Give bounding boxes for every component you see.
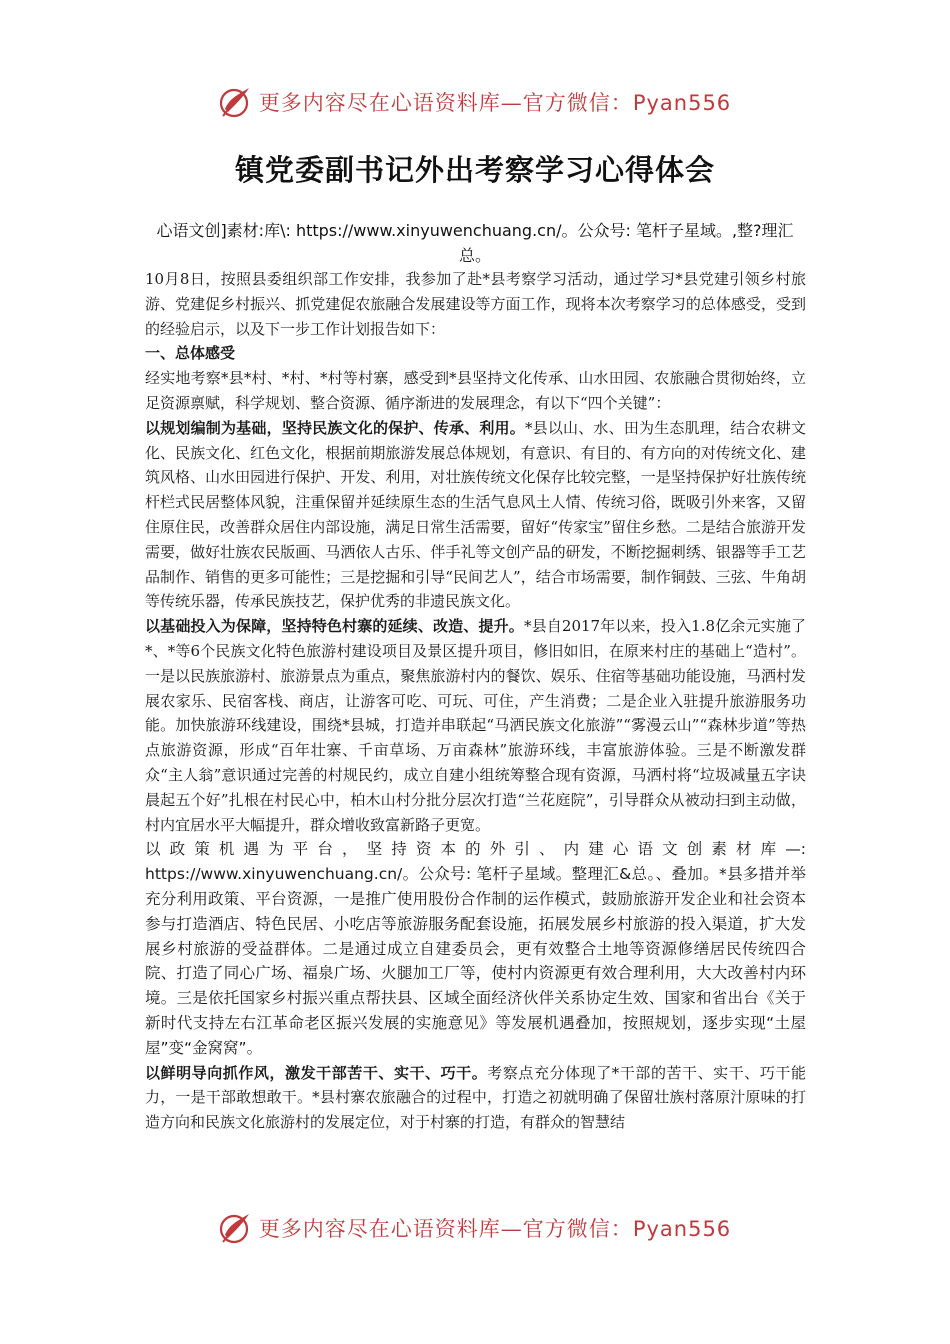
- point-paragraph-3: [145, 837, 806, 1060]
- point-text: *县自2017年以来，投入1.8亿余元实施了*、*等6个民族文化特色旅游村建设项目及景区提升项目，修旧如旧，在原来村庄的基础上“造村”。一是以民族旅游村、旅游景点为重点，聚焦旅游村内的餐饮、娱乐、住宿等基础功能设施，马洒村发展农家乐、民宿客栈、商店，让游客可吃、可玩、可住，产生消费；二是企业入驻提升旅游服务功能。加快旅游环线建设，围绕*县城，打造并串联起“马洒民族文化旅游”“雾漫云山”“森林步道”等热点旅游资源，形成“百年壮寨、千亩草场、万亩森林”旅游环线，丰富旅游体验。三是不断激发群众“主人翁”意识通过完善的村规民约，成立自建小组统筹整合现有资源，马洒村将“垃圾减量五字诀晨起五个好”扎根在村民心中，柏木山村分批分层次打造“兰花庭院”，引导群众从被动扫到主动做，村内宜居水平大幅提升，群众增收致富新路子更宽。: [145, 617, 806, 834]
- source-note: 心语文创]素材:库\: https://www.xinyuwenchuang.cn/。公众号: 笔杆子星域。,整?理汇总。: [156, 221, 794, 265]
- document-title: 镇党委副书记外出考察学习心得体会: [234, 153, 715, 187]
- intro-paragraph: 10月8日，按照县委组织部工作安排，我参加了赴*县考察学习活动，通过学习*县党建引领乡村旅游、党建促乡村振兴、抓党建促农旅融合发展建设等方面工作，现将本次考察学习的总体感受，受到的经验启示，以及下一步工作计划报告如下：: [145, 270, 806, 338]
- watermark-text: 更多内容尽在心语资料库—官方微信：Pyan556: [258, 91, 732, 115]
- point-title: 以鲜明导向抓作风，激发干部苦干、实干、巧干。: [145, 1063, 488, 1082]
- watermark-banner-top: [0, 82, 950, 122]
- section-lead-paragraph: 经实地考察*县*村、*村、*村等村寨，感受到*县坚持文化传承、山水田园、农旅融合贯彻始终，立足资源禀赋，科学规划、整合资源、循序渐进的发展理念，有以下“四个关键”：: [145, 369, 806, 412]
- document-body: [145, 267, 806, 1135]
- point-title: 以规划编制为基础，坚持民族文化的保护、传承、利用。: [145, 418, 525, 437]
- watermark-banner-bottom: [0, 1208, 950, 1248]
- point-text: *县以山、水、田为生态肌理，结合农耕文化、民族文化、红色文化，根据前期旅游发展总体规划，有意识、有目的、有方向的对传统文化、建筑风格、山水田园进行保护、开发、利用，对壮族传统文化保存比较完整，一是坚持保护好壮族传统杆栏式民居整体风貌，注重保留并延续原生态的生活气息风土人情、传统习俗，既吸引外来客，又留住原住民，改善群众居住内部设施，满足日常生活需要，留好“传家宝”留住乡愁。二是结合旅游开发需要，做好壮族农民版画、马洒依人古乐、伴手礼等文创产品的研发，不断挖掘刺绣、银器等手工艺品制作、销售的更多可能性；三是挖掘和引导“民间艺人”，结合市场需要，制作铜鼓、三弦、牛角胡等传统乐器，传承民族技艺，保护优秀的非遗民族文化。: [145, 418, 806, 611]
- point-title: 以基础投入为保障，坚持特色村寨的延续、改造、提升。: [145, 617, 524, 636]
- point-title: 以政策机遇为平台，坚持资本的外引、内建心语文创素材库—: https://www.xinyuwenchuang.cn/。公众号: 笔杆子星域。整理汇&总。、叠加。: [145, 840, 806, 884]
- pen-brush-logo-icon: [219, 85, 253, 119]
- point-text: 考察点充分体现了*干部的苦干、实干、巧干能力，一是干部敢想敢干。*县村寨农旅融合的过程中，打造之初就明确了保留壮族村落原汁原味的打造方向和民族文化旅游村的发展定位，对于村寨的打造，有群众的智慧结: [145, 1063, 806, 1132]
- point-paragraph-4: [145, 1061, 806, 1135]
- section-heading: 一、总体感受: [145, 344, 236, 363]
- pen-brush-logo-icon: [219, 1211, 253, 1245]
- point-paragraph-2: [145, 614, 806, 837]
- point-paragraph-1: [145, 416, 806, 614]
- watermark-text: 更多内容尽在心语资料库—官方微信：Pyan556: [258, 1217, 732, 1241]
- point-text: *县多措并举充分利用政策、平台资源，一是推广使用股份合作制的运作模式，鼓励旅游开发企业和社会资本参与打造酒店、特色民居、小吃店等旅游服务配套设施，拓展发展乡村旅游的投入渠道，扩大发展乡村旅游的受益群体。二是通过成立自建委员会，更有效整合土地等资源修缮居民传统四合院、打造了同心广场、福泉广场、火腿加工厂等，使村内资源更有效合理利用，大大改善村内环境。三是依托国家乡村振兴重点帮扶县、区域全面经济伙伴关系协定生效、国家和省出台《关于新时代支持左右江革命老区振兴发展的实施意见》等发展机遇叠加，按照规划，逐步实现“土屋屋”变“金窝窝”。: [145, 865, 806, 1057]
